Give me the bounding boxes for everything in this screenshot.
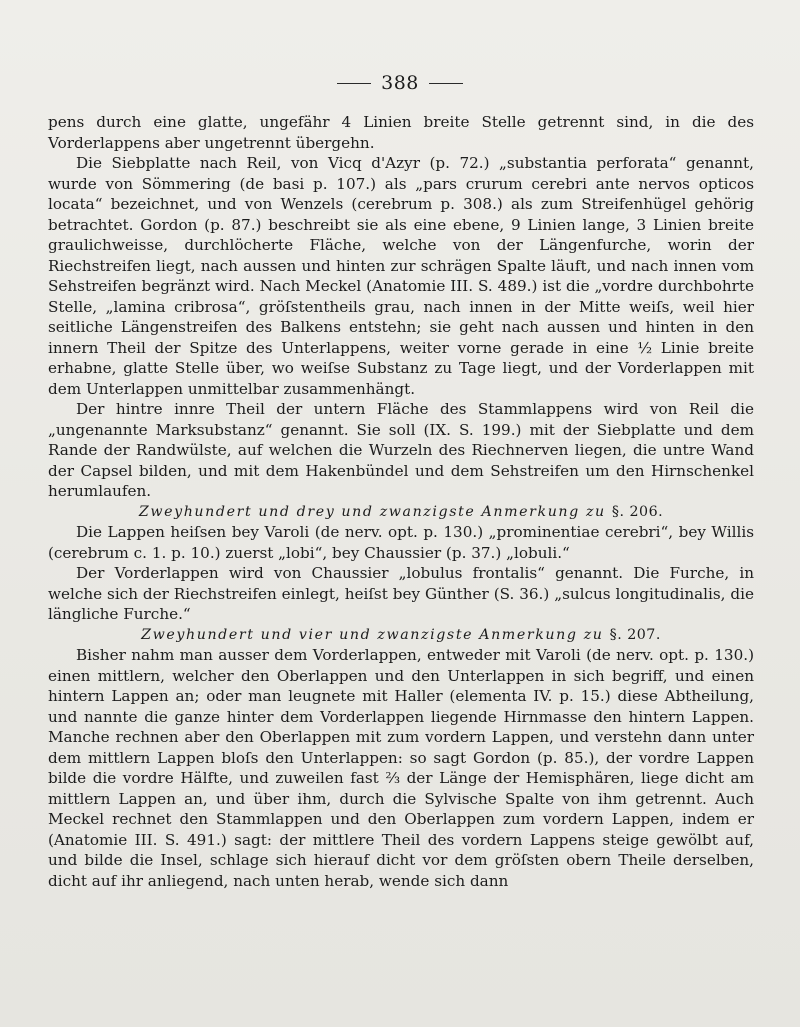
- note-heading-206: [48, 502, 754, 523]
- note-section-ref: §. 206.: [611, 503, 664, 520]
- paragraph-bisher: Bisher nahm man ausser dem Vorderlappen, entweder mit Varoli (de nerv. opt. p. 130.) einen mittlern, welcher den Oberlappen und den Unterlappen in sich begriff, und einen hintern Lappen an; oder man leugnete mit Haller (elementa IV. p. 15.) diese Abtheilung, und nannte die ganze hinter dem Vorderlappen liegende Hirnmasse den hintern Lappen. Manche rechnen aber den Oberlappen mit zum vordern Lappen, und verstehn dann unter dem mittlern Lappen bloſs den Unterlappen: so sagt Gordon (p. 85.), der vordre Lappen bilde die vordre Hälfte, und zuweilen fast ⅔ der Länge der Hemisphären, liege dicht am mittlern Lappen an, und über ihm, durch die Sylvische Spalte von ihm getrennt. Auch Meckel rechnet den Stammlappen und den Oberlappen zum vordern Lappen, indem er (Anatomie III. S. 491.) sagt: der mittlere Theil des vordern Lappens steige gewölbt auf, und bilde die Insel, schlage sich hierauf dicht vor dem gröſsten obern Theile derselben, dicht auf ihr anliegend, nach unten herab, wende sich dann: [48, 646, 754, 890]
- paragraph-marksubstanz: Der hintre innre Theil der untern Fläche des Stammlappens wird von Reil die „ungenannte Marksubstanz“ genannt. Sie soll (IX. S. 199.) mit der Siebplatte und dem Rande der Randwülste, auf welchen die Wurzeln des Riechnerven liegen, die untre Wand der Capsel bilden, und mit dem Hakenbündel und dem Sehstreifen um den Hirnschenkel herumlaufen.: [48, 400, 754, 500]
- paragraph-siebplatte: Die Siebplatte nach Reil, von Vicq d'Azyr (p. 72.) „substantia perforata“ genannt, wurde von Sömmering (de basi p. 107.) als „pars crurum cerebri ante nervos opticos locata“ bezeichnet, und von Wenzels (cerebrum p. 308.) als zum Streifenhügel gehörig betrachtet. Gordon (p. 87.) beschreibt sie als eine ebene, 9 Linien lange, 3 Linien breite graulichweisse, durchlöcherte Fläche, welche von der Längenfurche, worin der Riechstreifen liegt, nach aussen und hinten zur schrägen Spalte läuft, und nach innen vom Sehstreifen begränzt wird. Nach Meckel (Anatomie III. S. 489.) ist die „vordre durchbohrte Stelle, „lamina cribrosa“, gröſstentheils grau, nach innen in der Mitte weiſs, weil hier seitliche Längenstreifen des Balkens entstehn; sie geht nach aussen und hinten in den innern Theil der Spitze des Unterlappens, weiter vorne gerade in eine ½ Linie breite erhabne, glatte Stelle über, wo weiſse Substanz zu Tage liegt, und der Vorderlappen mit dem Unterlappen unmittelbar zusammenhängt.: [48, 154, 754, 398]
- page-number: 388: [381, 72, 419, 94]
- body-text: [48, 112, 754, 891]
- header-rule-right: [429, 83, 463, 84]
- paragraph-lappen: Die Lappen heiſsen bey Varoli (de nerv. opt. p. 130.) „prominentiae cerebri“, bey Willis (cerebrum c. 1. p. 10.) zuerst „lobi“, bey Chaussier (p. 37.) „lobuli.“: [48, 523, 754, 562]
- paragraph-continued: pens durch eine glatte, ungefähr 4 Linien breite Stelle getrennt sind, in die des Vorderlappens aber ungetrennt übergehn.: [48, 113, 754, 152]
- note-heading-207: [48, 625, 754, 646]
- page-header: [0, 68, 800, 98]
- paragraph-vorderlappen: Der Vorderlappen wird von Chaussier „lobulus frontalis“ genannt. Die Furche, in welche sich der Riechstreifen einlegt, heiſst bey Günther (S. 36.) „sulcus longitudinalis, die längliche Furche.“: [48, 564, 754, 623]
- note-section-ref: §. 207.: [609, 626, 661, 643]
- header-rule-left: [337, 83, 371, 84]
- note-title: Zweyhundert und vier und zwanzigste Anmerkung zu: [141, 626, 604, 643]
- note-title: Zweyhundert und drey und zwanzigste Anmerkung zu: [138, 503, 606, 520]
